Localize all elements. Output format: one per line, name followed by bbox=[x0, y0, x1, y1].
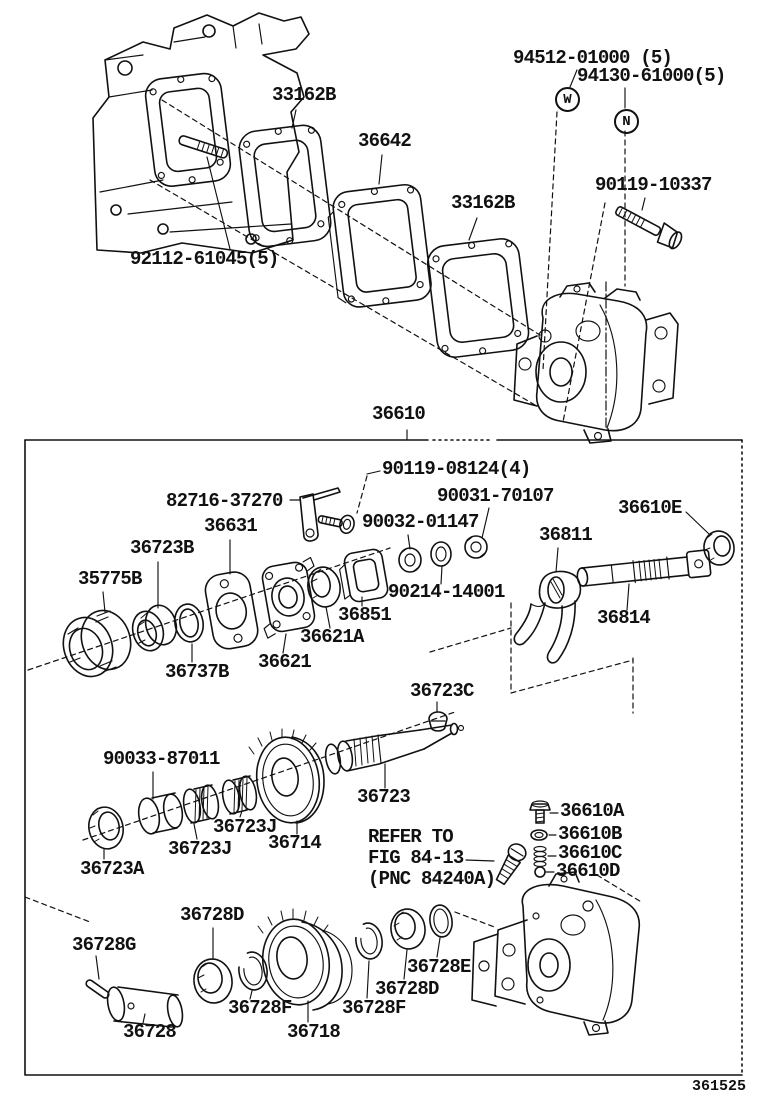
part-label-pn37: (PNC 84240A) bbox=[368, 868, 496, 890]
connector-n-callout bbox=[614, 109, 639, 134]
part-label-pn34: 36610D bbox=[556, 860, 620, 882]
part-label-pn14: 36811 bbox=[539, 524, 593, 546]
part-label-pn26: 36723 bbox=[357, 786, 411, 808]
part-label-pn10: 82716-37270 bbox=[166, 490, 283, 512]
part-label-pn25: 90033-87011 bbox=[103, 748, 220, 770]
connector-n-letter: N bbox=[622, 113, 631, 130]
part-label-pn28: 36714 bbox=[268, 832, 322, 854]
part-label-pn6: 90119-10337 bbox=[595, 174, 712, 196]
part-label-pn17: 35775B bbox=[78, 568, 142, 590]
part-label-pn22: 36621 bbox=[258, 651, 312, 673]
part-label-pn7: 92112-61045(5) bbox=[130, 248, 279, 270]
part-label-pn33: 36610C bbox=[558, 842, 622, 864]
part-label-pn27: 36723J bbox=[213, 816, 277, 838]
connector-w-letter: W bbox=[563, 91, 572, 108]
part-label-pn35: REFER TO bbox=[368, 826, 453, 848]
part-label-pn44: 36728 bbox=[123, 1021, 177, 1043]
part-label-pn12: 36610E bbox=[618, 497, 682, 519]
part-label-pn8: 36610 bbox=[372, 403, 426, 425]
part-label-pn43: 36728F bbox=[228, 997, 292, 1019]
part-label-pn5: 33162B bbox=[451, 192, 515, 214]
part-label-pn45: 36718 bbox=[287, 1021, 341, 1043]
part-label-pn46: 361525 bbox=[692, 1078, 747, 1095]
part-label-pn20: 36851 bbox=[338, 604, 392, 626]
part-label-pn29: 36723J bbox=[168, 838, 232, 860]
part-label-pn23: 36737B bbox=[165, 661, 229, 683]
part-label-pn31: 36610A bbox=[560, 800, 624, 822]
part-label-pn42: 36728F bbox=[342, 997, 406, 1019]
part-label-pn2: 94130-61000(5) bbox=[577, 65, 726, 87]
part-label-pn18: 90214-14001 bbox=[388, 581, 505, 603]
part-label-pn9: 90119-08124(4) bbox=[382, 458, 531, 480]
part-label-pn30: 36723A bbox=[80, 858, 144, 880]
part-label-pn21: 36621A bbox=[300, 626, 364, 648]
part-label-pn16: 36723B bbox=[130, 537, 194, 559]
part-label-pn19: 36814 bbox=[597, 607, 651, 629]
part-label-pn24: 36723C bbox=[410, 680, 474, 702]
part-label-pn36: FIG 84-13 bbox=[368, 847, 464, 869]
part-label-pn1: 94512-01000 (5) bbox=[513, 47, 673, 69]
part-label-pn11: 90031-70107 bbox=[437, 485, 554, 507]
part-label-pn38: 36728D bbox=[180, 904, 244, 926]
part-label-pn39: 36728G bbox=[72, 934, 136, 956]
part-label-pn32: 36610B bbox=[558, 823, 622, 845]
part-label-pn4: 36642 bbox=[358, 130, 412, 152]
part-label-pn13: 90032-01147 bbox=[362, 511, 479, 533]
part-label-pn15: 36631 bbox=[204, 515, 258, 537]
part-label-pn40: 36728E bbox=[407, 956, 471, 978]
part-label-pn3: 33162B bbox=[272, 84, 336, 106]
part-label-pn41: 36728D bbox=[375, 978, 439, 1000]
connector-w-callout bbox=[555, 87, 580, 112]
